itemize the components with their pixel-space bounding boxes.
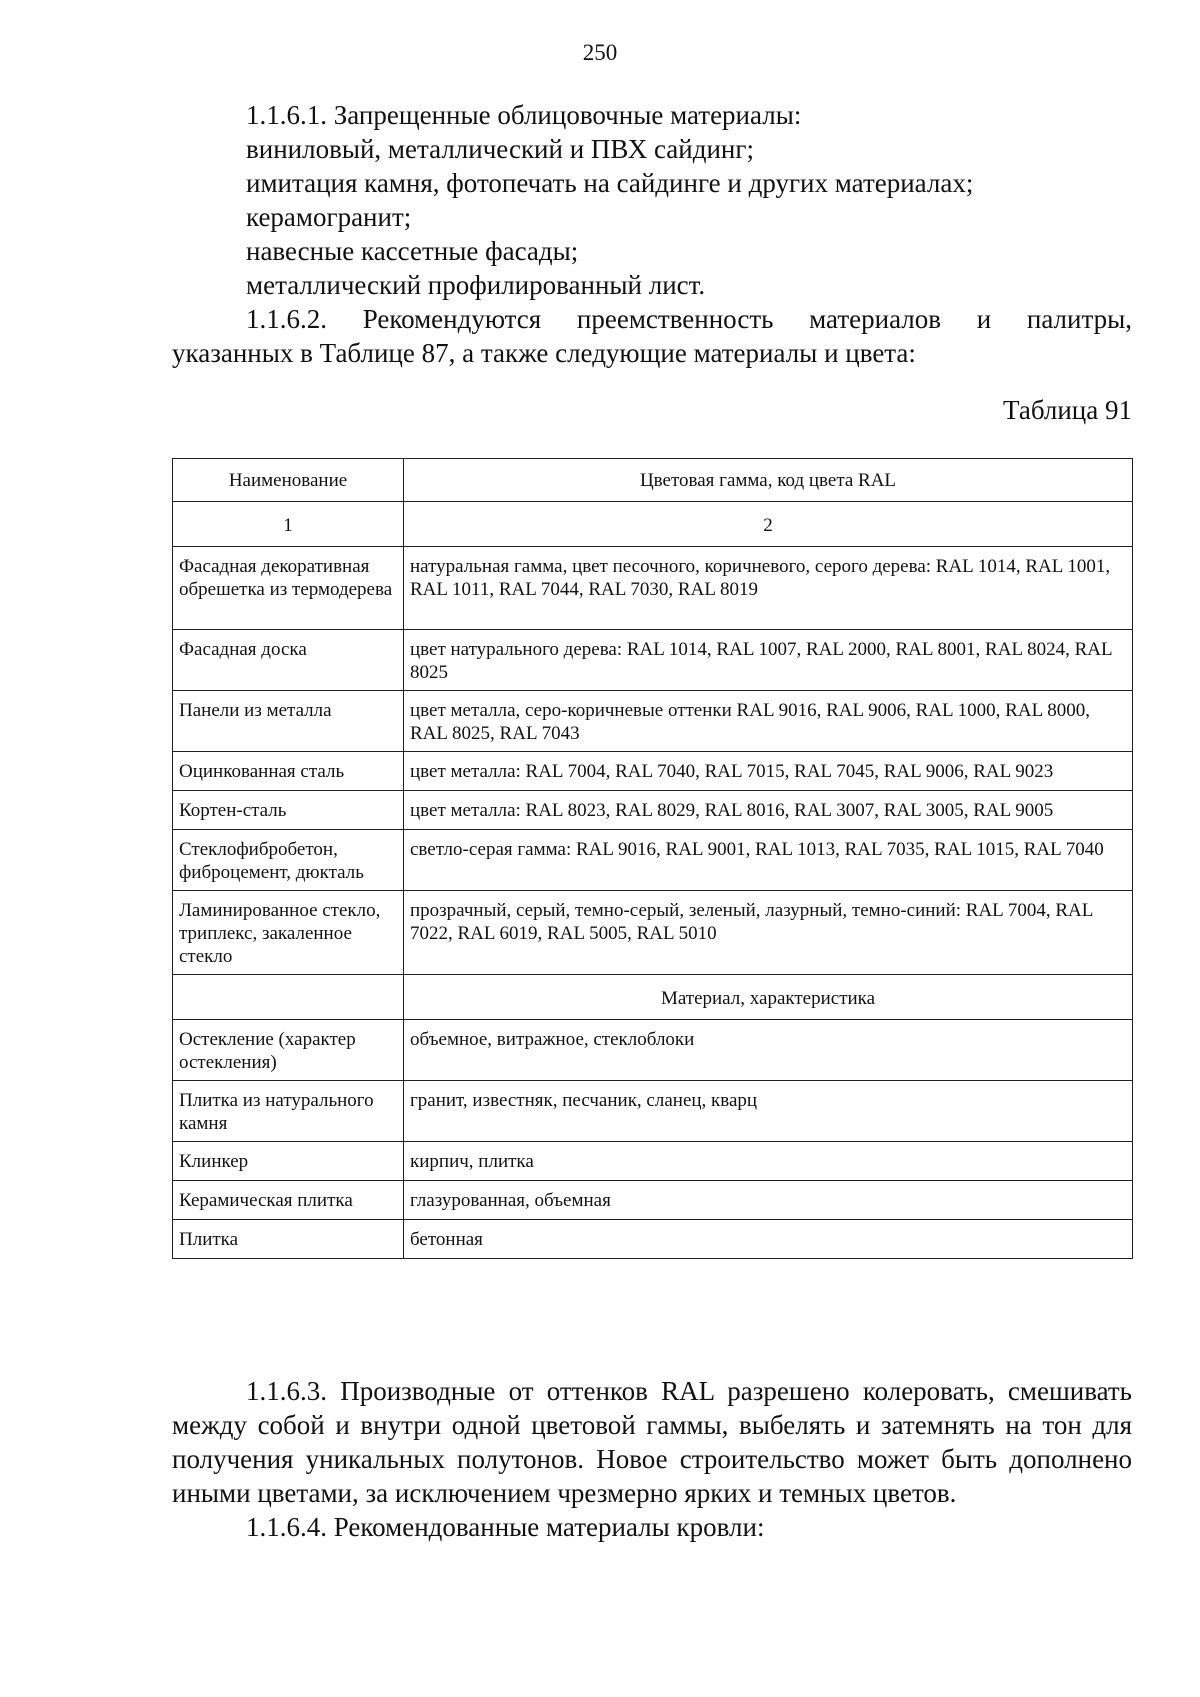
- table-row: [173, 691, 1133, 752]
- table-row: [173, 752, 1133, 791]
- list-item: навесные кассетные фасады;: [246, 236, 579, 266]
- row-name: Плитка из натурального камня: [173, 1081, 404, 1142]
- list-item: металлический профилированный лист.: [246, 270, 706, 300]
- row-name: Плитка: [173, 1220, 404, 1259]
- materials-table: [172, 458, 1133, 1259]
- table-row: [173, 830, 1133, 891]
- table-row: [173, 891, 1133, 975]
- row-value: натуральная гамма, цвет песочного, коричневого, серого дерева: RAL 1014, RAL 1001, RAL 1011, RAL 7044, RAL 7030, RAL 8019: [404, 547, 1133, 630]
- column-number: 2: [404, 502, 1133, 547]
- list-item: виниловый, металлический и ПВХ сайдинг;: [246, 134, 754, 164]
- paragraph-2-line-2: указанных в Таблице 87, а также следующие материалы и цвета:: [172, 338, 916, 368]
- table-subheader-row: [173, 975, 1133, 1020]
- paragraph-2-line-1: 1.1.6.2. Рекомендуются преемственность материалов и палитры,: [246, 304, 1132, 334]
- row-value: бетонная: [404, 1220, 1133, 1259]
- table-header-row: [173, 459, 1133, 502]
- row-value: кирпич, плитка: [404, 1142, 1133, 1181]
- outro-section: [172, 1374, 1132, 1544]
- row-name: Ламинированное стекло, триплекс, закаленное стекло: [173, 891, 404, 975]
- row-value: цвет металла: RAL 8023, RAL 8029, RAL 8016, RAL 3007, RAL 3005, RAL 9005: [404, 791, 1133, 830]
- subheader-empty-cell: [173, 975, 404, 1020]
- row-value: глазурованная, объемная: [404, 1181, 1133, 1220]
- column-number: 1: [173, 502, 404, 547]
- row-name: Фасадная декоративная обрешетка из термодерева: [173, 547, 404, 630]
- list-item: керамогранит;: [246, 202, 412, 232]
- row-name: Клинкер: [173, 1142, 404, 1181]
- row-value: прозрачный, серый, темно-серый, зеленый, лазурный, темно-синий: RAL 7004, RAL 7022, RAL 6019, RAL 5005, RAL 5010: [404, 891, 1133, 975]
- row-name: Стеклофибробетон, фиброцемент, дюкталь: [173, 830, 404, 891]
- row-value: гранит, известняк, песчаник, сланец, кварц: [404, 1081, 1133, 1142]
- row-name: Панели из металла: [173, 691, 404, 752]
- row-name: Кортен-сталь: [173, 791, 404, 830]
- table-row: [173, 1081, 1133, 1142]
- subheader-material: Материал, характеристика: [404, 975, 1133, 1020]
- paragraph-4: 1.1.6.4. Рекомендованные материалы кровли:: [246, 1512, 765, 1542]
- header-color: Цветовая гамма, код цвета RAL: [404, 459, 1133, 502]
- intro-section: [172, 98, 1132, 370]
- table-row: [173, 630, 1133, 691]
- header-name: Наименование: [173, 459, 404, 502]
- row-value: цвет металла: RAL 7004, RAL 7040, RAL 7015, RAL 7045, RAL 9006, RAL 9023: [404, 752, 1133, 791]
- row-value: цвет металла, серо-коричневые оттенки RAL 9016, RAL 9006, RAL 1000, RAL 8000, RAL 8025, RAL 7043: [404, 691, 1133, 752]
- row-name: Оцинкованная сталь: [173, 752, 404, 791]
- row-value: цвет натурального дерева: RAL 1014, RAL 1007, RAL 2000, RAL 8001, RAL 8024, RAL 8025: [404, 630, 1133, 691]
- table-row: [173, 791, 1133, 830]
- table-caption: Таблица 91: [1003, 395, 1132, 425]
- table-row: [173, 1181, 1133, 1220]
- row-name: Остекление (характер остекления): [173, 1020, 404, 1081]
- table-row: [173, 1020, 1133, 1081]
- paragraph-3: 1.1.6.3. Производные от оттенков RAL разрешено колеровать, смешивать между собой и внутри одной цветовой гаммы, выбелять и затемнять на тон для получения уникальных полутонов. Новое строительство может быть дополнено иными цветами, за исключением чрезмерно ярких и темных цветов.: [172, 1376, 1132, 1508]
- row-name: Керамическая плитка: [173, 1181, 404, 1220]
- row-name: Фасадная доска: [173, 630, 404, 691]
- table-row: [173, 1220, 1133, 1259]
- list-item: имитация камня, фотопечать на сайдинге и других материалах;: [246, 168, 974, 198]
- row-value: светло-серая гамма: RAL 9016, RAL 9001, RAL 1013, RAL 7035, RAL 1015, RAL 7040: [404, 830, 1133, 891]
- table-number-row: [173, 502, 1133, 547]
- row-value: объемное, витражное, стеклоблоки: [404, 1020, 1133, 1081]
- table-row: [173, 1142, 1133, 1181]
- paragraph-1-heading: 1.1.6.1. Запрещенные облицовочные материалы:: [246, 100, 802, 130]
- table-row: [173, 547, 1133, 630]
- page-number: 250: [582, 40, 618, 65]
